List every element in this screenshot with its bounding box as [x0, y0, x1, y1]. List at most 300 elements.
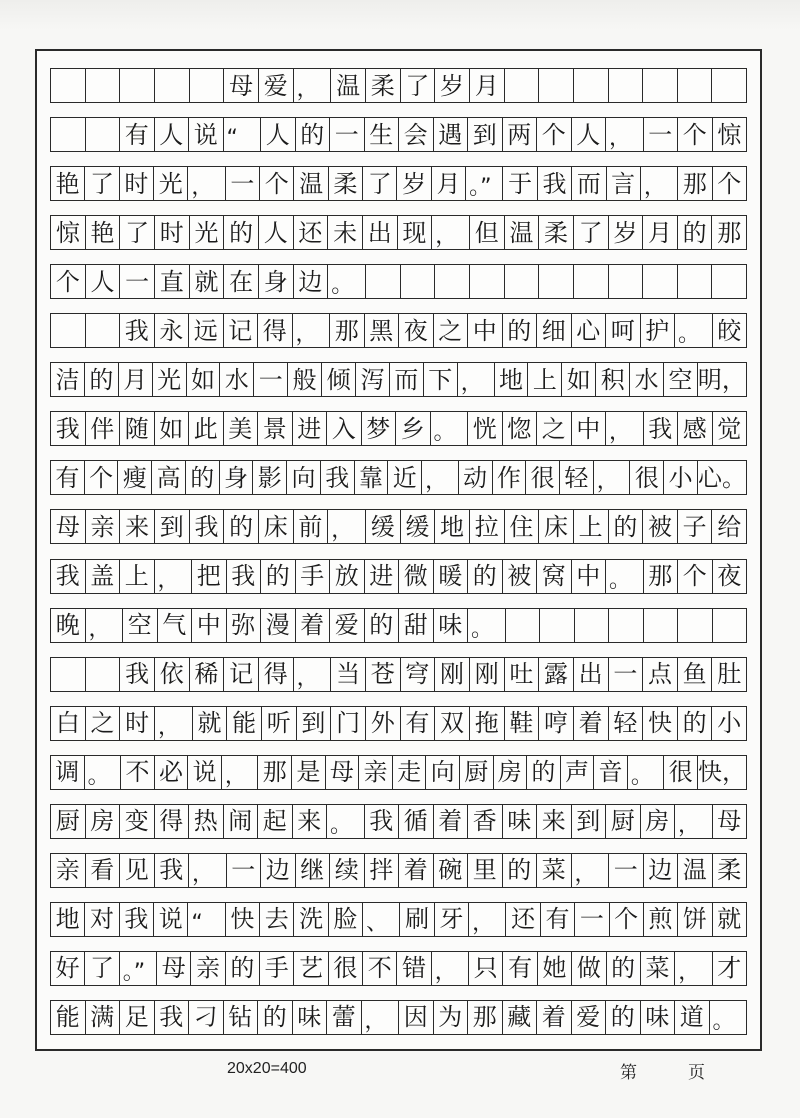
grid-cell-empty — [609, 265, 644, 298]
grid-cell-character: 出 — [363, 216, 398, 249]
grid-cell-character: 穹 — [401, 658, 436, 691]
grid-cell-character: ， — [222, 756, 259, 789]
grid-cell-character: 。 — [675, 314, 713, 347]
grid-row — [50, 509, 747, 544]
grid-row — [50, 755, 747, 790]
grid-cell-character: 母 — [157, 952, 191, 985]
grid-cell-character: 就 — [717, 905, 742, 934]
grid-row — [50, 460, 747, 495]
grid-cell-character: 变 — [120, 805, 155, 838]
grid-cell-character: 了 — [85, 167, 119, 200]
grid-cell-character: 被 — [643, 510, 678, 543]
grid-cell-character: 中 — [572, 412, 607, 445]
grid-cell-character: 向 — [287, 461, 321, 494]
grid-cell-character: 有 — [503, 952, 537, 985]
grid-cell-character: 我 — [51, 412, 86, 445]
grid-cell-character: 入 — [327, 412, 362, 445]
grid-cell-character: 能 — [227, 707, 262, 740]
grid-cell-character: 个 — [260, 167, 294, 200]
grid-cell-character: 直 — [155, 265, 190, 298]
grid-size-label: 20x20=400 — [227, 1060, 307, 1077]
grid-cell-character: 才 — [717, 954, 742, 983]
grid-cell-character: 是 — [292, 756, 326, 789]
grid-cell-character: 、 — [363, 903, 400, 936]
grid-cell-character: 厨 — [460, 756, 494, 789]
grid-cell-empty — [155, 69, 190, 102]
grid-cell-character: 艳 — [51, 167, 85, 200]
grid-cell-character: 稀 — [190, 658, 225, 691]
grid-cell-character: 心。 — [697, 463, 746, 492]
grid-cell-character: 上 — [528, 363, 562, 396]
grid-cell-character: 快 — [226, 903, 260, 936]
grid-cell-character: 小 — [664, 461, 698, 494]
grid-row — [50, 853, 747, 888]
grid-cell-character: 轻 — [560, 461, 594, 494]
grid-cell-character: 护 — [641, 314, 676, 347]
grid-cell-character: 只 — [469, 952, 503, 985]
grid-cell-character: 出 — [574, 658, 609, 691]
grid-cell-character: 洗 — [294, 903, 328, 936]
grid-cell-empty — [190, 69, 225, 102]
grid-cell-character: 未 — [328, 216, 363, 249]
grid-cell-character: 美 — [224, 412, 259, 445]
grid-cell-character: 续 — [330, 854, 365, 887]
grid-cell-character: 。 — [628, 756, 665, 789]
grid-cell-character: 如 — [155, 412, 190, 445]
grid-cell-character: 人 — [572, 118, 607, 151]
grid-cell-character: 心 — [572, 314, 607, 347]
grid-cell-character: 暖 — [434, 560, 469, 593]
grid-cell-character: 人 — [259, 216, 294, 249]
grid-cell-character: 中 — [572, 560, 607, 593]
grid-cell-character: 之 — [86, 707, 121, 740]
grid-cell-character: 进 — [365, 560, 400, 593]
grid-cell-character: 动 — [459, 461, 493, 494]
grid-cell-character: 的 — [365, 609, 400, 642]
title-character: 爱 — [259, 69, 294, 102]
grid-cell-character: 瘦 — [118, 461, 152, 494]
grid-cell-character: 月 — [432, 167, 466, 200]
grid-cell-character: 能 — [51, 1001, 86, 1034]
grid-cell-character: 到 — [155, 510, 190, 543]
grid-cell-empty — [470, 265, 505, 298]
grid-cell-character: 惊 — [51, 216, 86, 249]
grid-cell-character: 床 — [539, 510, 574, 543]
grid-cell-character: 循 — [399, 805, 434, 838]
grid-cell-character: 依 — [155, 658, 190, 691]
grid-cell-character: 一 — [254, 363, 288, 396]
grid-cell-character: 对 — [85, 903, 119, 936]
grid-cell-character: 床 — [259, 510, 294, 543]
grid-cell-empty — [644, 609, 679, 642]
grid-cell-character: 味 — [641, 1001, 676, 1034]
grid-row — [50, 362, 747, 397]
grid-cell-character: 就 — [193, 707, 228, 740]
grid-cell-empty — [86, 69, 121, 102]
grid-cell-character: 上 — [574, 510, 609, 543]
grid-cell-character: 下 — [424, 363, 458, 396]
grid-cell-character: 鞋 — [505, 707, 540, 740]
grid-cell-character: 刚 — [435, 658, 470, 691]
grid-cell-empty — [678, 265, 713, 298]
grid-cell-character: 着 — [434, 805, 469, 838]
grid-cell-character: 温 — [678, 854, 713, 887]
grid-cell-character: 到 — [468, 118, 503, 151]
grid-cell-character: 那 — [258, 756, 292, 789]
grid-cell-character: 缓 — [366, 510, 401, 543]
grid-cell-character: 光 — [190, 216, 225, 249]
grid-cell-character: 轻 — [609, 707, 644, 740]
grid-cell-character: 子 — [678, 510, 713, 543]
grid-cell-character: 一 — [330, 118, 365, 151]
grid-cell-character: 快， — [697, 758, 746, 787]
grid-cell-character: ， — [572, 854, 610, 887]
grid-cell-character: 永 — [155, 314, 190, 347]
grid-cell-character: 手 — [260, 952, 294, 985]
grid-cell-character: 露 — [539, 658, 574, 691]
grid-cell-character: ， — [155, 560, 193, 593]
title-character: 母 — [224, 69, 259, 102]
grid-cell-empty — [713, 609, 747, 642]
grid-cell-character: 之 — [537, 412, 572, 445]
grid-cell-character: 水 — [220, 363, 254, 396]
grid-cell-character: 了 — [574, 216, 609, 249]
grid-cell-character: 但 — [470, 216, 505, 249]
grid-cell-character: 而 — [390, 363, 424, 396]
grid-cell-empty — [120, 69, 155, 102]
grid-cell-character: 做 — [572, 952, 606, 985]
grid-cell-character: 错 — [397, 952, 431, 985]
grid-cell-character: 还 — [506, 903, 540, 936]
grid-row — [50, 902, 747, 937]
grid-cell-character: 味 — [434, 609, 469, 642]
grid-cell-character: 厨 — [51, 805, 86, 838]
grid-cell-empty — [51, 314, 86, 347]
grid-cell-character: 那 — [330, 314, 365, 347]
grid-row — [50, 411, 747, 446]
grid-cell-character: 气 — [158, 609, 193, 642]
grid-cell-character: 微 — [399, 560, 434, 593]
grid-cell-character: 门 — [331, 707, 366, 740]
grid-cell-character: 惚 — [503, 412, 538, 445]
grid-cell-character: 此 — [189, 412, 224, 445]
grid-cell-character: 母 — [326, 756, 360, 789]
grid-cell-character: 肚 — [717, 660, 742, 689]
grid-cell-character: 一 — [644, 118, 679, 151]
grid-cell-empty — [51, 69, 86, 102]
grid-cell-character: 恍 — [468, 412, 503, 445]
grid-cell-character: 味 — [293, 1001, 328, 1034]
grid-cell-character: 窝 — [537, 560, 572, 593]
grid-cell-character: 的 — [296, 118, 331, 151]
grid-cell-character: 景 — [258, 412, 293, 445]
grid-cell-character: 着 — [399, 854, 434, 887]
grid-cell-character: 了 — [85, 952, 119, 985]
grid-cell-character: 黑 — [365, 314, 400, 347]
grid-cell-character: 到 — [572, 805, 607, 838]
grid-cell-character: 了 — [120, 216, 155, 249]
grid-cell-character: 的 — [85, 363, 119, 396]
grid-row — [50, 117, 747, 152]
grid-cell-empty — [574, 69, 609, 102]
grid-cell-character: 弥 — [227, 609, 262, 642]
grid-cell-character: 继 — [296, 854, 331, 887]
grid-cell-empty — [609, 609, 644, 642]
grid-cell-character: 钻 — [224, 1001, 259, 1034]
grid-cell-character: 脸 — [329, 903, 363, 936]
grid-cell-character: 听 — [262, 707, 297, 740]
grid-cell-character: 于 — [503, 167, 537, 200]
grid-cell-character: 手 — [296, 560, 331, 593]
grid-cell-character: 之 — [434, 314, 469, 347]
grid-cell-empty — [435, 265, 470, 298]
grid-cell-character: 身 — [220, 461, 254, 494]
grid-cell-character: 个 — [51, 265, 86, 298]
grid-cell-character: 走 — [393, 756, 427, 789]
grid-row — [50, 313, 747, 348]
title-character: 了 — [401, 69, 436, 102]
grid-cell-character: 洁 — [51, 363, 85, 396]
grid-cell-character: 不 — [363, 952, 397, 985]
grid-cell-character: 母 — [51, 510, 86, 543]
grid-cell-empty — [539, 69, 574, 102]
grid-cell-character: 的 — [503, 314, 538, 347]
grid-cell-character: 房 — [494, 756, 528, 789]
grid-cell-character: 的 — [678, 707, 713, 740]
grid-cell-character: 那 — [678, 167, 712, 200]
grid-cell-character: 还 — [294, 216, 329, 249]
grid-cell-character: 远 — [189, 314, 224, 347]
grid-cell-character: 白 — [51, 707, 86, 740]
grid-cell-character: 艺 — [294, 952, 328, 985]
grid-cell-character: ， — [422, 461, 459, 494]
grid-cell-character: 有 — [120, 118, 155, 151]
grid-cell-character: 就 — [190, 265, 225, 298]
grid-cell-character: 把 — [192, 560, 227, 593]
grid-cell-character: ， — [432, 952, 469, 985]
grid-cell-character: 月 — [643, 216, 678, 249]
title-character: ， — [294, 69, 332, 102]
grid-cell-character: 饼 — [678, 903, 712, 936]
grid-cell-character: 个 — [85, 461, 119, 494]
grid-cell-character: 晚 — [51, 609, 86, 642]
grid-cell-character: 吐 — [505, 658, 540, 691]
grid-cell-character: 记 — [224, 314, 259, 347]
grid-cell-empty — [86, 118, 121, 151]
grid-cell-character: 伴 — [86, 412, 121, 445]
grid-row — [50, 951, 747, 986]
grid-cell-character: 哼 — [539, 707, 574, 740]
grid-cell-character: 被 — [503, 560, 538, 593]
grid-cell-character: 如 — [187, 363, 221, 396]
grid-cell-character: 记 — [224, 658, 259, 691]
grid-cell-character: 高 — [152, 461, 186, 494]
grid-cell-empty — [575, 609, 610, 642]
grid-cell-character: 得 — [259, 658, 294, 691]
grid-cell-character: 中 — [468, 314, 503, 347]
grid-cell-character: 。 — [327, 805, 365, 838]
title-character: 柔 — [366, 69, 401, 102]
grid-cell-character: 为 — [434, 1001, 469, 1034]
grid-cell-character: 的 — [527, 756, 561, 789]
grid-cell-character: 亲 — [51, 854, 86, 887]
grid-cell-character: 有 — [51, 461, 85, 494]
grid-cell-character: ， — [458, 363, 495, 396]
grid-cell-character: 我 — [227, 560, 262, 593]
grid-cell-character: 个 — [537, 118, 572, 151]
grid-cell-character: 个 — [717, 169, 742, 198]
grid-cell-character: 缓 — [401, 510, 436, 543]
grid-cell-character: 苍 — [366, 658, 401, 691]
grid-cell-character: 。” — [120, 952, 157, 985]
grid-cell-character: 里 — [468, 854, 503, 887]
grid-cell-character: 很 — [630, 461, 664, 494]
grid-cell-character: ， — [294, 658, 332, 691]
grid-cell-character: 温 — [294, 167, 328, 200]
grid-cell-character: “ — [224, 118, 262, 151]
grid-cell-character: 房 — [641, 805, 676, 838]
grid-cell-character: 刁 — [189, 1001, 224, 1034]
grid-cell-character: 夜 — [399, 314, 434, 347]
grid-cell-character: 一 — [609, 658, 644, 691]
grid-cell-character: 我 — [120, 903, 154, 936]
grid-row — [50, 706, 747, 741]
grid-cell-character: 说 — [154, 903, 188, 936]
grid-cell-character: 着 — [537, 1001, 572, 1034]
grid-cell-empty — [678, 69, 713, 102]
grid-cell-character: 到 — [297, 707, 332, 740]
grid-cell-character: 时 — [120, 707, 155, 740]
grid-cell-character: ， — [641, 167, 678, 200]
grid-cell-character: 一 — [120, 265, 155, 298]
grid-cell-character: 味 — [503, 805, 538, 838]
grid-cell-character: 我 — [644, 412, 679, 445]
grid-cell-empty — [51, 658, 86, 691]
grid-cell-character: 外 — [366, 707, 401, 740]
grid-cell-character: 闹 — [224, 805, 259, 838]
grid-cell-character: 明， — [697, 365, 746, 394]
grid-cell-character: 甜 — [399, 609, 434, 642]
grid-cell-empty — [712, 69, 746, 102]
grid-cell-character: 必 — [155, 756, 189, 789]
grid-cell-character: 亲 — [86, 510, 121, 543]
grid-cell-character: 刷 — [400, 903, 434, 936]
grid-cell-character: 拌 — [365, 854, 400, 887]
grid-cell-character: 光 — [153, 363, 187, 396]
grid-cell-character: 鱼 — [678, 658, 713, 691]
grid-cell-character: 泻 — [356, 363, 390, 396]
grid-cell-character: 近 — [388, 461, 422, 494]
grid-cell-character: 碗 — [434, 854, 469, 887]
grid-cell-character: 我 — [321, 461, 355, 494]
grid-cell-character: 盖 — [86, 560, 121, 593]
title-character: 月 — [470, 69, 505, 102]
grid-cell-character: 岁 — [397, 167, 431, 200]
grid-cell-empty — [643, 265, 678, 298]
grid-cell-character: 地 — [495, 363, 529, 396]
grid-cell-character: 亲 — [359, 756, 393, 789]
grid-row — [50, 804, 747, 839]
grid-cell-character: 影 — [253, 461, 287, 494]
grid-cell-empty — [678, 609, 713, 642]
grid-cell-empty — [574, 265, 609, 298]
title-character: 温 — [331, 69, 366, 102]
grid-cell-character: 当 — [331, 658, 366, 691]
grid-cell-empty — [506, 609, 541, 642]
grid-cell-empty — [86, 658, 121, 691]
grid-cell-character: 一 — [227, 854, 262, 887]
grid-cell-character: 见 — [120, 854, 155, 887]
grid-cell-character: 我 — [365, 805, 400, 838]
grid-cell-character: 人 — [155, 118, 190, 151]
grid-cell-character: 我 — [51, 560, 86, 593]
grid-cell-character: 来 — [120, 510, 155, 543]
grid-cell-character: ， — [675, 952, 712, 985]
grid-cell-character: 很 — [526, 461, 560, 494]
grid-cell-character: 前 — [294, 510, 329, 543]
grid-cell-character: 。 — [328, 265, 366, 298]
grid-cell-character: 的 — [468, 560, 503, 593]
grid-cell-character: 说 — [189, 118, 224, 151]
grid-cell-character: 空 — [664, 363, 698, 396]
grid-cell-empty — [609, 69, 644, 102]
grid-cell-character: 水 — [630, 363, 664, 396]
grid-cell-character: 的 — [186, 461, 220, 494]
grid-cell-character: 我 — [120, 658, 155, 691]
grid-cell-character: 满 — [86, 1001, 121, 1034]
grid-cell-character: 岁 — [609, 216, 644, 249]
grid-cell-character: 来 — [537, 805, 572, 838]
grid-cell-character: 我 — [155, 1001, 190, 1034]
grid-cell-character: 艳 — [86, 216, 121, 249]
grid-cell-character: ， — [362, 1001, 400, 1034]
grid-cell-character: 热 — [189, 805, 224, 838]
grid-cell-character: 的 — [606, 1001, 641, 1034]
grid-cell-character: 靠 — [355, 461, 389, 494]
grid-cell-character: 现 — [398, 216, 433, 249]
grid-cell-character: ， — [675, 805, 713, 838]
grid-cell-character: ， — [86, 609, 124, 642]
grid-cell-character: 。 — [431, 412, 469, 445]
grid-cell-character: 香 — [468, 805, 503, 838]
grid-cell-character: 月 — [119, 363, 153, 396]
grid-cell-character: 去 — [260, 903, 294, 936]
grid-cell-character: 。 — [712, 1008, 735, 1034]
scan-top-edge — [0, 0, 800, 30]
grid-cell-character: 亲 — [191, 952, 225, 985]
grid-cell-character: 一 — [609, 854, 644, 887]
grid-cell-character: 。” — [466, 167, 503, 200]
grid-cell-character: “ — [188, 903, 225, 936]
grid-cell-character: 拉 — [470, 510, 505, 543]
grid-cell-character: 的 — [224, 216, 259, 249]
grid-cell-character: 空 — [123, 609, 158, 642]
grid-cell-character: ， — [189, 854, 227, 887]
grid-cell-character: 足 — [120, 1001, 155, 1034]
grid-cell-character: ， — [293, 314, 331, 347]
grid-cell-character: 积 — [596, 363, 630, 396]
grid-cell-character: 蕾 — [327, 1001, 362, 1034]
grid-row — [50, 264, 747, 299]
grid-cell-character: ， — [188, 167, 225, 200]
grid-cell-character: 的 — [258, 1001, 293, 1034]
grid-cell-character: 的 — [609, 510, 644, 543]
grid-cell-character: 她 — [538, 952, 572, 985]
grid-cell-character: 边 — [294, 265, 329, 298]
grid-cell-character: 惊 — [717, 120, 742, 149]
grid-cell-character: 我 — [120, 314, 155, 347]
page-label-prefix: 第 — [620, 1063, 637, 1083]
